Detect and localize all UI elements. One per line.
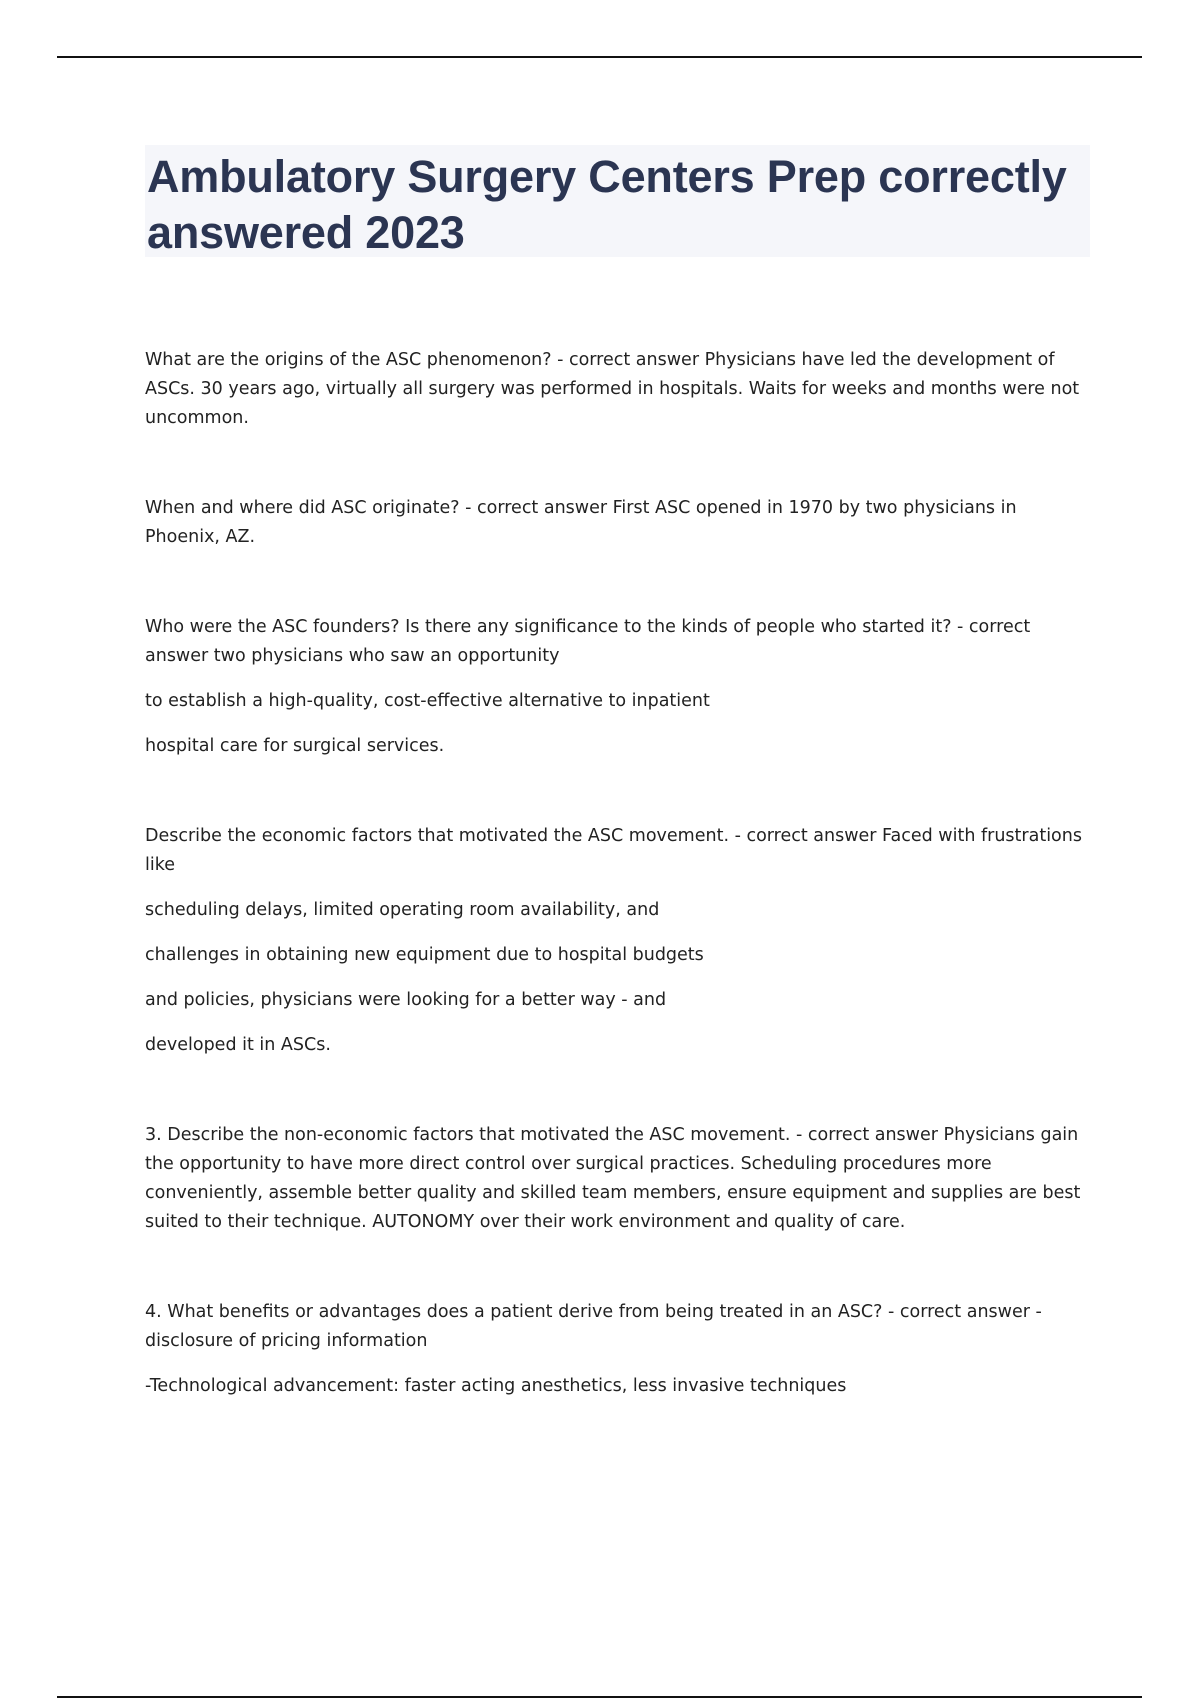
qa-item: [145, 1121, 1085, 1237]
qa-paragraph: 4. What benefits or advantages does a patient derive from being treated in an ASC? - correct answer -disclosure of pricing information: [145, 1302, 1042, 1351]
qa-item: [145, 346, 1085, 433]
document-body: [145, 346, 1085, 1462]
page-title: Ambulatory Surgery Centers Prep correctly answered 2023: [147, 151, 1067, 258]
qa-paragraph: scheduling delays, limited operating room availability, and: [145, 900, 660, 920]
qa-paragraph: Who were the ASC founders? Is there any significance to the kinds of people who started it? - correct answer two physicians who saw an opportunity: [145, 617, 1031, 666]
qa-paragraph: -Technological advancement: faster acting anesthetics, less invasive techniques: [145, 1376, 847, 1396]
qa-item: [145, 1298, 1085, 1401]
qa-item: [145, 494, 1085, 552]
qa-paragraph: and policies, physicians were looking for a better way - and: [145, 990, 667, 1010]
bottom-rule: [57, 1696, 1142, 1698]
qa-item: [145, 613, 1085, 761]
qa-paragraph: challenges in obtaining new equipment due to hospital budgets: [145, 945, 704, 965]
qa-paragraph: Describe the economic factors that motivated the ASC movement. - correct answer Faced with frustrations like: [145, 826, 1082, 875]
title-banner: [145, 145, 1090, 257]
qa-paragraph: to establish a high-quality, cost-effective alternative to inpatient: [145, 691, 710, 711]
qa-paragraph: developed it in ASCs.: [145, 1035, 331, 1055]
qa-paragraph: What are the origins of the ASC phenomenon? - correct answer Physicians have led the development of ASCs. 30 years ago, virtually all surgery was performed in hospitals. Waits for weeks and months were not uncommon.: [145, 350, 1080, 428]
qa-item: [145, 822, 1085, 1060]
top-rule: [57, 56, 1142, 58]
qa-paragraph: hospital care for surgical services.: [145, 736, 445, 756]
qa-paragraph: 3. Describe the non-economic factors that motivated the ASC movement. - correct answer Physicians gain the opportunity to have more direct control over surgical practices. Scheduling procedures more conveniently, assemble better quality and skilled team members, ensure equipment and supplies are best suited to their technique. AUTONOMY over their work environment and quality of care.: [145, 1125, 1081, 1232]
qa-paragraph: When and where did ASC originate? - correct answer First ASC opened in 1970 by two physicians in Phoenix, AZ.: [145, 498, 1017, 547]
